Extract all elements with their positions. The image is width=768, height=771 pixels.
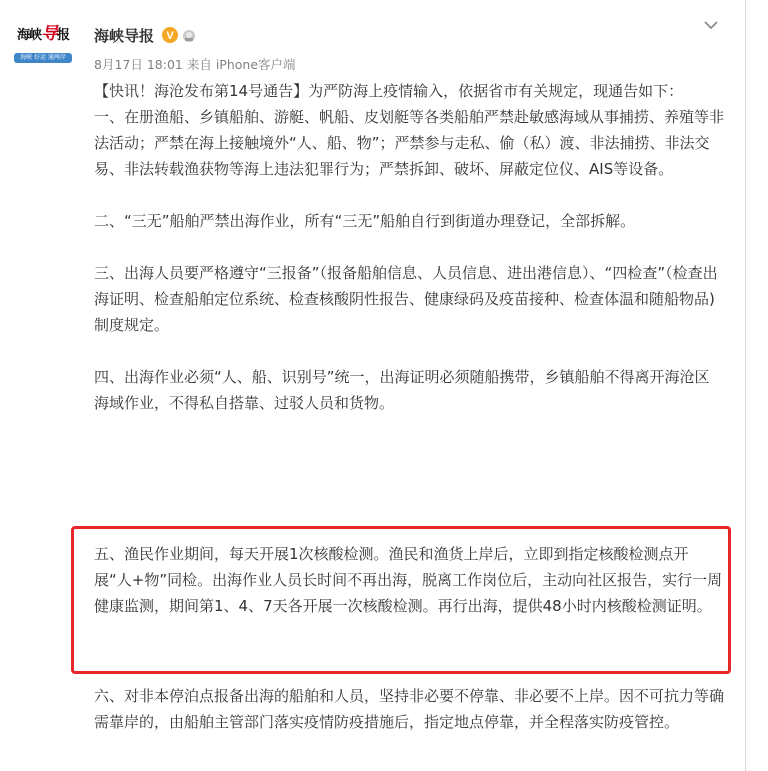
svg-text:V: V bbox=[166, 30, 174, 42]
logo-tagline: 海峡 好运 通两岸 bbox=[14, 53, 72, 63]
post-source: 来自 iPhone客户端 bbox=[186, 57, 296, 72]
right-divider bbox=[745, 0, 746, 771]
post-paragraph-1: 一、在册渔船、乡镇船舶、游艇、帆船、皮划艇等各类船舶严禁赴敏感海域从事捕捞、养殖等非法活动；严禁在海上接触境外“人、船、物”；严禁参与走私、偷（私）渡、非法捕捞、非法交易、非法转载渔获物等海上违法犯罪行为；严禁拆卸、破坏、屏蔽定位仪、AIS等设备。 bbox=[94, 108, 725, 178]
post-timestamp[interactable]: 8月17日 18:01 bbox=[94, 57, 183, 72]
avatar[interactable] bbox=[14, 22, 72, 72]
post-paragraph-3: 三、出海人员要严格遵守“三报备”（报备船舶信息、人员信息、进出港信息）、“四检查”（检查出海证明、检查船舶定位系统、检查核酸阴性报告、健康绿码及疫苗接种、检查体温和随船物品)制度规定。 bbox=[94, 264, 718, 334]
post-paragraph-6: 六、对非本停泊点报备出海的船舶和人员，坚持非必要不停靠、非必要不上岸。因不可抗力等确需靠岸的，由船舶主管部门落实疫情防疫措施后，指定地点停靠，并全程落实防疫管控。 bbox=[94, 687, 725, 731]
post-paragraph-4: 四、出海作业必须“人、船、识别号”统一，出海证明必须随船携带，乡镇船舶不得离开海沧区海域作业，不得私自搭靠、过驳人员和货物。 bbox=[94, 368, 710, 412]
post-paragraph-2: 二、“三无”船舶严禁出海作业，所有“三无”船舶自行到街道办理登记，全部拆解。 bbox=[94, 212, 636, 230]
post-meta bbox=[94, 55, 296, 73]
vip-icon bbox=[182, 28, 196, 42]
post-paragraph-6-block bbox=[94, 683, 724, 735]
account-header bbox=[94, 24, 196, 46]
post-paragraph-5: 五、渔民作业期间，每天开展1次核酸检测。渔民和渔货上岸后，立即到指定核酸检测点开展“人+物”同检。出海作业人员长时间不再出海，脱离工作岗位后，主动向社区报告，实行一周健康监测，期间第1、4、7天各开展一次核酸检测。再行出海，提供48小时内核酸检测证明。 bbox=[94, 545, 723, 615]
logo-masthead: 海峡导报 bbox=[16, 24, 70, 44]
post-intro: 【快讯！海沧发布第14号通告】为严防海上疫情输入，依据省市有关规定，现通告如下： bbox=[94, 82, 684, 100]
post-body bbox=[94, 78, 724, 416]
verified-icon bbox=[162, 27, 178, 43]
account-name[interactable]: 海峡导报 bbox=[94, 26, 155, 45]
chevron-down-icon[interactable] bbox=[702, 16, 720, 34]
highlighted-paragraph bbox=[94, 541, 724, 619]
